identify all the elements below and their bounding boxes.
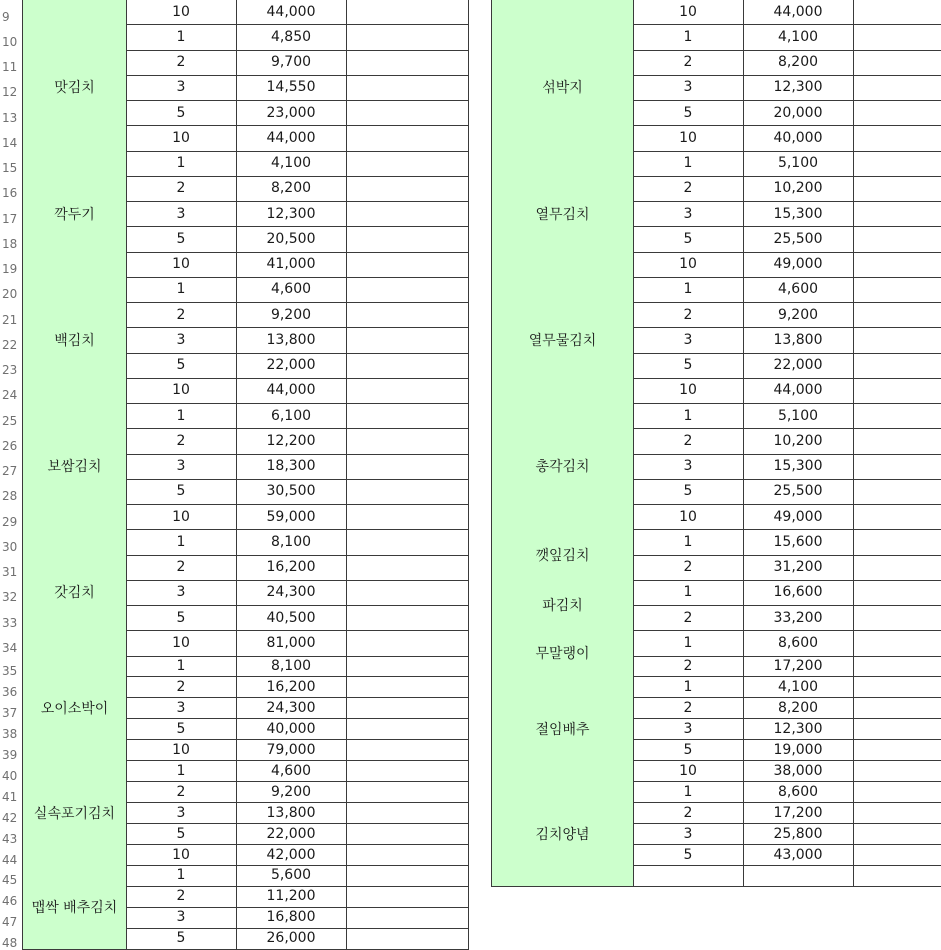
quantity-cell[interactable]: 10: [126, 125, 237, 151]
empty-cell[interactable]: [853, 100, 941, 126]
row-number[interactable]: 33: [2, 615, 18, 630]
row-number[interactable]: 24: [2, 388, 18, 403]
empty-cell[interactable]: [853, 353, 941, 379]
price-cell[interactable]: 13,800: [236, 327, 347, 353]
price-cell[interactable]: 4,100: [236, 151, 347, 177]
quantity-cell[interactable]: 5: [633, 739, 744, 761]
price-cell[interactable]: 13,800: [236, 802, 347, 824]
empty-cell[interactable]: [853, 823, 941, 845]
empty-cell[interactable]: [346, 802, 469, 824]
quantity-cell[interactable]: 10: [126, 739, 237, 761]
empty-cell[interactable]: [346, 100, 469, 126]
empty-cell[interactable]: [346, 226, 469, 252]
price-cell[interactable]: 12,300: [743, 718, 854, 740]
quantity-cell[interactable]: 5: [126, 353, 237, 379]
empty-cell[interactable]: [346, 0, 469, 25]
price-cell[interactable]: 20,000: [743, 100, 854, 126]
empty-cell[interactable]: [346, 24, 469, 50]
price-cell[interactable]: 5,100: [743, 151, 854, 177]
row-number[interactable]: 47: [2, 915, 18, 930]
quantity-cell[interactable]: 10: [633, 0, 744, 25]
empty-cell[interactable]: [346, 886, 469, 908]
price-cell[interactable]: 18,300: [236, 454, 347, 480]
category-cell[interactable]: [491, 0, 634, 25]
category-cell[interactable]: 섞박지: [491, 24, 634, 151]
price-cell[interactable]: 24,300: [236, 580, 347, 606]
empty-cell[interactable]: [346, 605, 469, 631]
category-cell[interactable]: 무말랭이: [491, 630, 634, 677]
empty-cell[interactable]: [346, 656, 469, 678]
price-cell[interactable]: 44,000: [236, 0, 347, 25]
row-number[interactable]: 40: [2, 768, 18, 783]
row-number[interactable]: 43: [2, 831, 18, 846]
price-cell[interactable]: 4,100: [743, 24, 854, 50]
empty-cell[interactable]: [346, 529, 469, 555]
row-number[interactable]: 30: [2, 539, 18, 554]
price-cell[interactable]: 8,100: [236, 529, 347, 555]
empty-cell[interactable]: [346, 428, 469, 454]
price-cell[interactable]: 8,600: [743, 781, 854, 803]
quantity-cell[interactable]: 2: [633, 605, 744, 631]
price-cell[interactable]: 16,200: [236, 676, 347, 698]
quantity-cell[interactable]: 5: [126, 100, 237, 126]
row-number[interactable]: 41: [2, 789, 18, 804]
quantity-cell[interactable]: 1: [126, 760, 237, 782]
quantity-cell[interactable]: 1: [126, 403, 237, 429]
empty-cell[interactable]: [853, 277, 941, 303]
empty-cell[interactable]: [346, 151, 469, 177]
row-number-column: [0, 0, 22, 950]
empty-cell[interactable]: [346, 353, 469, 379]
price-cell[interactable]: 25,500: [743, 226, 854, 252]
empty-cell[interactable]: [853, 760, 941, 782]
price-cell[interactable]: 81,000: [236, 630, 347, 656]
empty-cell[interactable]: [853, 781, 941, 803]
category-cell[interactable]: 총각김치: [491, 403, 634, 530]
empty-cell[interactable]: [346, 697, 469, 719]
empty-cell[interactable]: [346, 865, 469, 887]
empty-cell[interactable]: [853, 302, 941, 328]
price-cell[interactable]: 49,000: [743, 252, 854, 278]
empty-cell[interactable]: [346, 454, 469, 480]
price-cell[interactable]: 12,300: [236, 201, 347, 227]
quantity-cell[interactable]: 2: [633, 555, 744, 581]
empty-cell[interactable]: [346, 555, 469, 581]
quantity-cell[interactable]: 5: [633, 100, 744, 126]
price-cell[interactable]: 5,100: [743, 403, 854, 429]
row-number[interactable]: 29: [2, 514, 18, 529]
quantity-cell[interactable]: 1: [126, 529, 237, 555]
price-cell[interactable]: 49,000: [743, 504, 854, 530]
price-cell[interactable]: 25,500: [743, 479, 854, 505]
quantity-cell[interactable]: 1: [633, 151, 744, 177]
price-cell[interactable]: 9,200: [236, 302, 347, 328]
quantity-cell[interactable]: 10: [126, 630, 237, 656]
row-number[interactable]: 13: [2, 110, 18, 125]
empty-cell[interactable]: [346, 718, 469, 740]
quantity-cell[interactable]: 1: [126, 865, 237, 887]
price-cell[interactable]: 22,000: [236, 823, 347, 845]
row-number[interactable]: 10: [2, 34, 18, 49]
row-number[interactable]: 23: [2, 363, 18, 378]
price-cell[interactable]: 8,200: [743, 697, 854, 719]
price-cell[interactable]: 44,000: [743, 0, 854, 25]
price-cell[interactable]: 40,500: [236, 605, 347, 631]
row-number[interactable]: 16: [2, 186, 18, 201]
price-cell[interactable]: 17,200: [743, 802, 854, 824]
category-cell[interactable]: 보쌈김치: [22, 403, 127, 530]
quantity-cell[interactable]: 10: [126, 378, 237, 404]
empty-cell[interactable]: [853, 479, 941, 505]
quantity-cell[interactable]: 3: [633, 718, 744, 740]
quantity-cell[interactable]: 5: [633, 844, 744, 866]
price-cell[interactable]: [743, 865, 854, 887]
empty-cell[interactable]: [853, 378, 941, 404]
row-number[interactable]: 48: [2, 936, 18, 950]
empty-cell[interactable]: [853, 844, 941, 866]
price-cell[interactable]: 9,700: [236, 50, 347, 76]
price-cell[interactable]: 38,000: [743, 760, 854, 782]
price-cell[interactable]: 22,000: [743, 353, 854, 379]
price-cell[interactable]: 8,600: [743, 630, 854, 656]
row-number[interactable]: 32: [2, 590, 18, 605]
empty-cell[interactable]: [853, 697, 941, 719]
category-cell[interactable]: 맵싹 배추김치: [22, 865, 127, 950]
quantity-cell[interactable]: 5: [126, 605, 237, 631]
quantity-cell[interactable]: 1: [633, 580, 744, 606]
price-cell[interactable]: 44,000: [236, 378, 347, 404]
quantity-cell[interactable]: 2: [126, 886, 237, 908]
quantity-cell[interactable]: 2: [126, 676, 237, 698]
empty-cell[interactable]: [853, 201, 941, 227]
quantity-cell[interactable]: 1: [126, 151, 237, 177]
quantity-cell[interactable]: 3: [633, 327, 744, 353]
quantity-cell[interactable]: 2: [126, 781, 237, 803]
row-number[interactable]: 36: [2, 684, 18, 699]
price-cell[interactable]: 44,000: [743, 378, 854, 404]
empty-cell[interactable]: [853, 802, 941, 824]
row-number[interactable]: 46: [2, 894, 18, 909]
quantity-cell[interactable]: 3: [633, 823, 744, 845]
price-cell[interactable]: 40,000: [236, 718, 347, 740]
quantity-cell[interactable]: 5: [633, 479, 744, 505]
empty-cell[interactable]: [346, 75, 469, 101]
empty-cell[interactable]: [853, 151, 941, 177]
quantity-cell[interactable]: 1: [633, 403, 744, 429]
quantity-cell[interactable]: 10: [126, 0, 237, 25]
quantity-cell[interactable]: 3: [126, 75, 237, 101]
quantity-cell[interactable]: 10: [633, 760, 744, 782]
empty-cell[interactable]: [346, 327, 469, 353]
quantity-cell[interactable]: 5: [126, 479, 237, 505]
category-cell[interactable]: [22, 0, 127, 25]
price-cell[interactable]: 6,100: [236, 403, 347, 429]
price-cell[interactable]: 16,800: [236, 907, 347, 929]
empty-cell[interactable]: [853, 24, 941, 50]
quantity-cell[interactable]: 5: [126, 718, 237, 740]
empty-cell[interactable]: [346, 252, 469, 278]
quantity-cell[interactable]: 2: [126, 176, 237, 202]
category-cell[interactable]: 열무김치: [491, 151, 634, 278]
empty-cell[interactable]: [853, 656, 941, 678]
price-cell[interactable]: 23,000: [236, 100, 347, 126]
price-cell[interactable]: 15,300: [743, 201, 854, 227]
price-cell[interactable]: 8,200: [236, 176, 347, 202]
quantity-cell[interactable]: 2: [126, 555, 237, 581]
row-number[interactable]: 27: [2, 464, 18, 479]
row-number[interactable]: 25: [2, 413, 18, 428]
empty-cell[interactable]: [853, 403, 941, 429]
empty-cell[interactable]: [853, 428, 941, 454]
quantity-cell[interactable]: 5: [126, 226, 237, 252]
empty-cell[interactable]: [346, 823, 469, 845]
price-cell[interactable]: 42,000: [236, 844, 347, 866]
category-cell[interactable]: 파김치: [491, 580, 634, 632]
quantity-cell[interactable]: 5: [633, 226, 744, 252]
price-cell[interactable]: 17,200: [743, 656, 854, 678]
empty-cell[interactable]: [346, 676, 469, 698]
category-cell[interactable]: 오이소박이: [22, 656, 127, 762]
price-cell[interactable]: 16,600: [743, 580, 854, 606]
price-cell[interactable]: 14,550: [236, 75, 347, 101]
empty-cell[interactable]: [853, 529, 941, 555]
row-number[interactable]: 17: [2, 211, 18, 226]
empty-cell[interactable]: [346, 504, 469, 530]
row-number[interactable]: 18: [2, 236, 18, 251]
price-cell[interactable]: 4,600: [236, 760, 347, 782]
quantity-cell[interactable]: 2: [126, 302, 237, 328]
quantity-cell[interactable]: 3: [126, 907, 237, 929]
quantity-cell[interactable]: 1: [126, 656, 237, 678]
row-number[interactable]: 28: [2, 489, 18, 504]
row-number[interactable]: 35: [2, 663, 18, 678]
category-cell[interactable]: 김치양념: [491, 781, 634, 887]
row-number[interactable]: 44: [2, 852, 18, 867]
price-cell[interactable]: 59,000: [236, 504, 347, 530]
price-cell[interactable]: 43,000: [743, 844, 854, 866]
quantity-cell[interactable]: 3: [126, 580, 237, 606]
quantity-cell[interactable]: 5: [126, 928, 237, 950]
quantity-cell[interactable]: 2: [633, 50, 744, 76]
price-cell[interactable]: 41,000: [236, 252, 347, 278]
price-cell[interactable]: 4,850: [236, 24, 347, 50]
empty-cell[interactable]: [346, 277, 469, 303]
row-number[interactable]: 38: [2, 726, 18, 741]
empty-cell[interactable]: [853, 176, 941, 202]
quantity-cell[interactable]: 1: [633, 24, 744, 50]
category-cell[interactable]: 깻잎김치: [491, 529, 634, 581]
price-cell[interactable]: 4,100: [743, 676, 854, 698]
quantity-cell[interactable]: 2: [126, 428, 237, 454]
empty-cell[interactable]: [346, 50, 469, 76]
quantity-cell[interactable]: 10: [633, 378, 744, 404]
row-number[interactable]: 39: [2, 747, 18, 762]
empty-cell[interactable]: [853, 75, 941, 101]
quantity-cell[interactable]: 2: [126, 50, 237, 76]
quantity-cell[interactable]: 3: [126, 802, 237, 824]
row-number[interactable]: 15: [2, 161, 18, 176]
row-number[interactable]: 12: [2, 85, 18, 100]
quantity-cell[interactable]: 3: [126, 327, 237, 353]
quantity-cell[interactable]: 1: [126, 24, 237, 50]
empty-cell[interactable]: [853, 252, 941, 278]
empty-cell[interactable]: [346, 739, 469, 761]
price-cell[interactable]: 15,600: [743, 529, 854, 555]
empty-cell[interactable]: [853, 676, 941, 698]
price-cell[interactable]: 8,200: [743, 50, 854, 76]
empty-cell[interactable]: [853, 0, 941, 25]
empty-cell[interactable]: [346, 781, 469, 803]
empty-cell[interactable]: [853, 718, 941, 740]
row-number[interactable]: 9: [2, 9, 10, 24]
price-cell[interactable]: 15,300: [743, 454, 854, 480]
price-cell[interactable]: 10,200: [743, 428, 854, 454]
price-cell[interactable]: 11,200: [236, 886, 347, 908]
quantity-cell[interactable]: 2: [633, 656, 744, 678]
quantity-cell[interactable]: 1: [633, 277, 744, 303]
empty-cell[interactable]: [853, 226, 941, 252]
price-cell[interactable]: 30,500: [236, 479, 347, 505]
price-cell[interactable]: 20,500: [236, 226, 347, 252]
empty-cell[interactable]: [853, 605, 941, 631]
category-cell[interactable]: 맛김치: [22, 24, 127, 151]
row-number[interactable]: 37: [2, 705, 18, 720]
row-number[interactable]: 42: [2, 810, 18, 825]
empty-cell[interactable]: [853, 865, 941, 887]
quantity-cell[interactable]: 2: [633, 697, 744, 719]
empty-cell[interactable]: [346, 176, 469, 202]
price-cell[interactable]: 33,200: [743, 605, 854, 631]
category-cell[interactable]: 깍두기: [22, 151, 127, 278]
quantity-cell[interactable]: 3: [633, 454, 744, 480]
quantity-cell[interactable]: 5: [633, 353, 744, 379]
quantity-cell[interactable]: 10: [633, 252, 744, 278]
empty-cell[interactable]: [346, 479, 469, 505]
price-cell[interactable]: 22,000: [236, 353, 347, 379]
empty-cell[interactable]: [346, 378, 469, 404]
quantity-cell[interactable]: 10: [633, 504, 744, 530]
price-cell[interactable]: 13,800: [743, 327, 854, 353]
empty-cell[interactable]: [346, 302, 469, 328]
quantity-cell[interactable]: 10: [126, 252, 237, 278]
quantity-cell[interactable]: 2: [633, 302, 744, 328]
quantity-cell[interactable]: 1: [633, 529, 744, 555]
quantity-cell[interactable]: [633, 865, 744, 887]
price-cell[interactable]: 40,000: [743, 125, 854, 151]
empty-cell[interactable]: [853, 555, 941, 581]
row-number[interactable]: 11: [2, 60, 18, 75]
empty-cell[interactable]: [853, 580, 941, 606]
price-cell[interactable]: 31,200: [743, 555, 854, 581]
price-cell[interactable]: 26,000: [236, 928, 347, 950]
empty-cell[interactable]: [346, 580, 469, 606]
row-number[interactable]: 22: [2, 337, 18, 352]
row-number[interactable]: 21: [2, 312, 18, 327]
price-cell[interactable]: 24,300: [236, 697, 347, 719]
empty-cell[interactable]: [346, 630, 469, 656]
price-cell[interactable]: 19,000: [743, 739, 854, 761]
quantity-cell[interactable]: 3: [126, 697, 237, 719]
empty-cell[interactable]: [346, 844, 469, 866]
price-cell[interactable]: 10,200: [743, 176, 854, 202]
quantity-cell[interactable]: 1: [633, 781, 744, 803]
quantity-cell[interactable]: 3: [126, 454, 237, 480]
row-number[interactable]: 19: [2, 262, 18, 277]
row-number[interactable]: 31: [2, 565, 18, 580]
row-number[interactable]: 45: [2, 873, 18, 888]
empty-cell[interactable]: [346, 201, 469, 227]
quantity-cell[interactable]: 3: [633, 201, 744, 227]
quantity-cell[interactable]: 2: [633, 176, 744, 202]
row-number[interactable]: 20: [2, 287, 18, 302]
price-cell[interactable]: 12,200: [236, 428, 347, 454]
price-cell[interactable]: 44,000: [236, 125, 347, 151]
quantity-cell[interactable]: 2: [633, 802, 744, 824]
quantity-cell[interactable]: 10: [126, 504, 237, 530]
price-cell[interactable]: 12,300: [743, 75, 854, 101]
empty-cell[interactable]: [346, 928, 469, 950]
empty-cell[interactable]: [346, 125, 469, 151]
price-cell[interactable]: 9,200: [236, 781, 347, 803]
category-cell[interactable]: 갓김치: [22, 529, 127, 656]
empty-cell[interactable]: [346, 403, 469, 429]
empty-cell[interactable]: [853, 125, 941, 151]
quantity-cell[interactable]: 10: [126, 844, 237, 866]
empty-cell[interactable]: [346, 907, 469, 929]
empty-cell[interactable]: [853, 504, 941, 530]
price-cell[interactable]: 4,600: [236, 277, 347, 303]
quantity-cell[interactable]: 3: [126, 201, 237, 227]
quantity-cell[interactable]: 1: [126, 277, 237, 303]
quantity-cell[interactable]: 1: [633, 630, 744, 656]
row-number[interactable]: 34: [2, 640, 18, 655]
quantity-cell[interactable]: 1: [633, 676, 744, 698]
price-cell[interactable]: 5,600: [236, 865, 347, 887]
empty-cell[interactable]: [853, 630, 941, 656]
price-cell[interactable]: 9,200: [743, 302, 854, 328]
price-cell[interactable]: 8,100: [236, 656, 347, 678]
row-number[interactable]: 26: [2, 438, 18, 453]
empty-cell[interactable]: [853, 739, 941, 761]
quantity-cell[interactable]: 3: [633, 75, 744, 101]
empty-cell[interactable]: [853, 327, 941, 353]
category-cell[interactable]: 백김치: [22, 277, 127, 404]
row-number[interactable]: 14: [2, 135, 18, 150]
quantity-cell[interactable]: 5: [126, 823, 237, 845]
empty-cell[interactable]: [346, 760, 469, 782]
empty-cell[interactable]: [853, 50, 941, 76]
category-cell[interactable]: 열무물김치: [491, 277, 634, 404]
category-cell[interactable]: 실속포기김치: [22, 760, 127, 866]
price-cell[interactable]: 16,200: [236, 555, 347, 581]
price-cell[interactable]: 25,800: [743, 823, 854, 845]
price-cell[interactable]: 79,000: [236, 739, 347, 761]
quantity-cell[interactable]: 10: [633, 125, 744, 151]
quantity-cell[interactable]: 2: [633, 428, 744, 454]
category-cell[interactable]: 절임배추: [491, 676, 634, 782]
empty-cell[interactable]: [853, 454, 941, 480]
price-cell[interactable]: 4,600: [743, 277, 854, 303]
